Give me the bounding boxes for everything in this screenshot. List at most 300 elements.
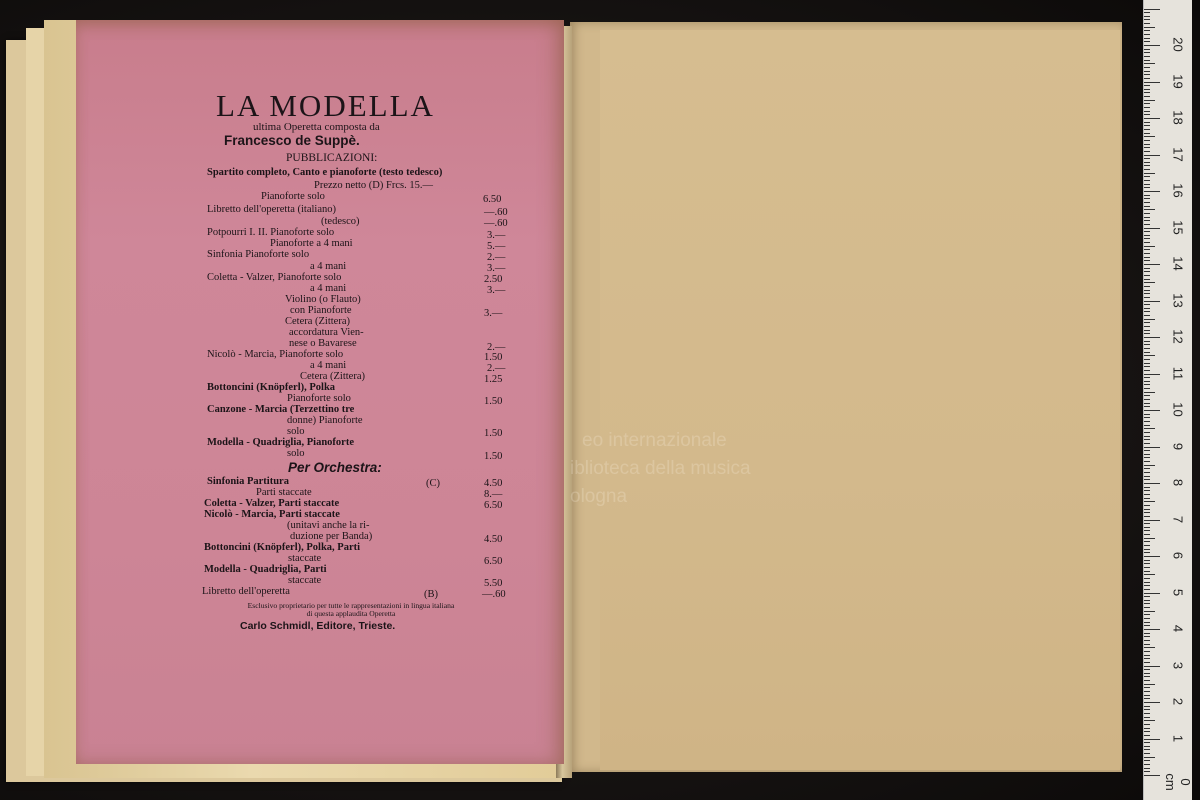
- ruler-tick: [1144, 384, 1150, 385]
- ruler-tick: [1144, 425, 1150, 426]
- listing-price: 5.—: [487, 241, 506, 252]
- ruler-tick: [1144, 476, 1150, 477]
- ruler-tick: [1144, 603, 1150, 604]
- listing-line: solo: [287, 426, 305, 437]
- ruler-tick: [1144, 439, 1150, 440]
- ruler-tick: [1144, 414, 1150, 415]
- orchestra-price: 6.50: [484, 556, 503, 567]
- ruler-tick: [1144, 355, 1155, 356]
- ruler-tick: [1144, 479, 1150, 480]
- ruler-tick: [1144, 403, 1150, 404]
- listing-line: Libretto dell'operetta (italiano): [207, 204, 337, 215]
- listing-price: 2.—: [487, 342, 506, 353]
- listing-line: nese o Bavarese: [289, 338, 357, 349]
- ruler-tick: [1144, 27, 1155, 28]
- ruler-tick: [1144, 655, 1150, 656]
- ruler-tick: [1144, 706, 1150, 707]
- listing-line: a 4 mani: [310, 283, 347, 294]
- listing-price: 3.—: [487, 263, 506, 274]
- ruler-tick: [1144, 717, 1150, 718]
- ruler-tick: [1144, 541, 1150, 542]
- right-endpaper-inner: [600, 30, 1120, 770]
- listing-line: accordatura Vien-: [289, 327, 364, 338]
- orchestra-line: Libretto dell'operetta: [202, 586, 290, 597]
- ruler-tick: [1144, 301, 1160, 302]
- orchestra-price: 6.50: [484, 500, 503, 511]
- ruler-label: 10: [1170, 402, 1186, 417]
- ruler-tick: [1144, 41, 1150, 42]
- listing-line: solo: [287, 448, 305, 459]
- ruler-tick: [1144, 155, 1160, 156]
- composer-name: Francesco de Suppè.: [224, 133, 360, 148]
- ruler-tick: [1144, 235, 1150, 236]
- ruler-tick: [1144, 410, 1160, 411]
- ruler-tick: [1144, 666, 1160, 667]
- ruler-tick: [1144, 596, 1150, 597]
- ruler-tick: [1144, 213, 1150, 214]
- ruler-tick: [1144, 67, 1150, 68]
- ruler-tick: [1144, 629, 1160, 630]
- ruler-tick: [1144, 19, 1150, 20]
- ruler-tick: [1144, 228, 1160, 229]
- ruler-tick: [1144, 428, 1155, 429]
- ruler-tick: [1144, 202, 1150, 203]
- ruler-tick: [1144, 191, 1160, 192]
- ruler-tick: [1144, 684, 1155, 685]
- ruler-tick: [1144, 574, 1155, 575]
- ruler-tick: [1144, 739, 1160, 740]
- orchestra-line: Bottoncini (Knöpferl), Polka, Parti: [204, 542, 361, 553]
- ruler-tick: [1144, 381, 1150, 382]
- ruler-tick: [1144, 107, 1150, 108]
- listing-price: 2.—: [487, 363, 506, 374]
- ruler-tick: [1144, 567, 1150, 568]
- ruler-tick: [1144, 392, 1155, 393]
- ruler-label: 4: [1170, 624, 1186, 633]
- ruler-tick: [1144, 436, 1150, 437]
- ruler-tick: [1144, 388, 1150, 389]
- ruler-tick: [1144, 640, 1150, 641]
- ruler-tick: [1144, 370, 1150, 371]
- ruler-tick: [1144, 122, 1150, 123]
- ruler-label: 2: [1170, 697, 1186, 706]
- ruler-tick: [1144, 330, 1150, 331]
- watermark-line: iblioteca della musica: [570, 458, 751, 479]
- listing-line: Modella - Quadriglia, Pianoforte: [207, 437, 354, 448]
- ruler-tick: [1144, 775, 1160, 776]
- ruler-tick: [1144, 129, 1150, 130]
- listing-line: Pianoforte solo: [261, 191, 325, 202]
- ruler-tick: [1144, 753, 1150, 754]
- ruler-tick: [1144, 644, 1150, 645]
- listing-line: Violino (o Flauto): [285, 294, 361, 305]
- listing-line: con Pianoforte: [290, 305, 352, 316]
- orchestra-line: staccate: [288, 575, 322, 586]
- ruler-tick: [1144, 498, 1150, 499]
- ruler-tick: [1144, 483, 1160, 484]
- listing-line: Prezzo netto (D) Frcs. 15.—: [314, 180, 433, 191]
- ruler-tick: [1144, 724, 1150, 725]
- ruler-tick: [1144, 676, 1150, 677]
- listing-price: 6.50: [483, 194, 502, 205]
- publisher-line: Carlo Schmidl, Editore, Trieste.: [240, 620, 396, 632]
- ruler-tick: [1144, 636, 1150, 637]
- ruler-tick: [1144, 165, 1150, 166]
- ruler-tick: [1144, 173, 1155, 174]
- ruler-tick: [1144, 60, 1150, 61]
- listing-price: —.60: [484, 218, 508, 229]
- ruler-tick: [1144, 377, 1150, 378]
- ruler-tick: [1144, 311, 1150, 312]
- ruler-tick: [1144, 74, 1150, 75]
- page-title: LA MODELLA: [216, 88, 435, 123]
- footnote-line: di questa applaudita Operetta: [306, 609, 396, 618]
- ruler-tick: [1144, 249, 1150, 250]
- ruler-tick: [1144, 125, 1150, 126]
- listing-price: 2.50: [484, 274, 503, 285]
- ruler-tick: [1144, 198, 1150, 199]
- ruler-tick: [1144, 23, 1150, 24]
- ruler-tick: [1144, 374, 1160, 375]
- ruler-tick: [1144, 89, 1150, 90]
- ruler-label: 16: [1170, 183, 1186, 198]
- listing-line: donne) Pianoforte: [287, 415, 363, 426]
- ruler-label: 14: [1170, 256, 1186, 271]
- orchestra-line: Modella - Quadriglia, Parti: [204, 564, 327, 575]
- ruler-tick: [1144, 114, 1150, 115]
- ruler-tick: [1144, 176, 1150, 177]
- ruler-tick: [1144, 563, 1150, 564]
- ruler-tick: [1144, 333, 1150, 334]
- ruler-tick: [1144, 348, 1150, 349]
- ruler-tick: [1144, 344, 1150, 345]
- ruler-tick: [1144, 457, 1150, 458]
- ruler-tick: [1144, 52, 1150, 53]
- ruler-tick: [1144, 582, 1150, 583]
- ruler-tick: [1144, 366, 1150, 367]
- ruler-tick: [1144, 38, 1150, 39]
- ruler-tick: [1144, 118, 1160, 119]
- ruler-tick: [1144, 209, 1155, 210]
- ruler-tick: [1144, 322, 1150, 323]
- ruler-tick: [1144, 151, 1150, 152]
- ruler-tick: [1144, 651, 1150, 652]
- ruler-tick: [1144, 447, 1160, 448]
- ruler-tick: [1144, 662, 1150, 663]
- orchestra-line: duzione per Banda): [290, 531, 373, 542]
- ruler-tick: [1144, 509, 1150, 510]
- ruler-tick: [1144, 337, 1160, 338]
- ruler-tick: [1144, 133, 1150, 134]
- ruler-tick: [1144, 9, 1160, 10]
- ruler-label: 13: [1170, 292, 1186, 308]
- ruler-tick: [1144, 680, 1150, 681]
- ruler-tick: [1144, 589, 1150, 590]
- ruler-tick: [1144, 512, 1150, 513]
- listing-price: 2.—: [487, 252, 506, 263]
- ruler-tick: [1144, 600, 1150, 601]
- orchestra-heading: Per Orchestra:: [288, 460, 382, 475]
- ruler-tick: [1144, 180, 1150, 181]
- orchestra-line: staccate: [288, 553, 322, 564]
- ruler-tick: [1144, 195, 1150, 196]
- listing-line: Sinfonia Pianoforte solo: [207, 249, 310, 260]
- listing-line: Potpourri I. II. Pianoforte solo: [207, 227, 335, 238]
- watermark-line: eo internazionale: [582, 430, 727, 451]
- ruler-tick: [1144, 487, 1150, 488]
- orchestra-price: 5.50: [484, 578, 503, 589]
- ruler-tick: [1144, 585, 1150, 586]
- ruler-tick: [1144, 530, 1150, 531]
- ruler-tick: [1144, 271, 1150, 272]
- ruler-tick: [1144, 490, 1150, 491]
- ruler-tick: [1144, 406, 1150, 407]
- ruler-tick: [1144, 45, 1160, 46]
- ruler-tick: [1144, 593, 1160, 594]
- listing-price: 3.—: [484, 308, 503, 319]
- ruler-tick: [1144, 326, 1150, 327]
- ruler-tick: [1144, 34, 1150, 35]
- ruler-tick: [1144, 184, 1150, 185]
- ruler-tick: [1144, 85, 1150, 86]
- ruler-tick: [1144, 549, 1150, 550]
- ruler-tick: [1144, 468, 1150, 469]
- listing-line: Cetera (Zittera): [300, 371, 365, 382]
- listing-price: 1.25: [484, 374, 503, 385]
- ruler-tick: [1144, 633, 1150, 634]
- ruler-label: 18: [1170, 110, 1186, 125]
- ruler-tick: [1144, 611, 1155, 612]
- ruler-tick: [1144, 735, 1150, 736]
- ruler-tick: [1144, 96, 1150, 97]
- ruler-tick: [1144, 315, 1150, 316]
- ruler-tick: [1144, 49, 1150, 50]
- ruler-label: 19: [1170, 73, 1186, 89]
- ruler-label: 1: [1170, 734, 1186, 742]
- ruler-tick: [1144, 658, 1150, 659]
- ruler-label: 12: [1170, 329, 1186, 344]
- ruler-tick: [1144, 625, 1150, 626]
- ruler-label: 9: [1170, 442, 1186, 450]
- ruler-tick: [1144, 578, 1150, 579]
- ruler-tick: [1144, 713, 1150, 714]
- ruler-tick: [1144, 527, 1150, 528]
- ruler-label: 3: [1170, 661, 1186, 669]
- orchestra-line: Coletta - Valzer, Parti staccate: [204, 498, 340, 509]
- ruler-tick: [1144, 136, 1155, 137]
- footnote-line: Esclusivo proprietario per tutte le rappresentazioni in lingua italiana: [247, 601, 455, 610]
- ruler-tick: [1144, 691, 1150, 692]
- listing-line: Spartito completo, Canto e pianoforte (testo tedesco): [207, 167, 443, 178]
- ruler-tick: [1144, 286, 1150, 287]
- ruler-label: 7: [1170, 515, 1186, 523]
- orchestra-line: Parti staccate: [256, 487, 312, 498]
- listing-line: a 4 mani: [310, 360, 347, 371]
- ruler-tick: [1144, 465, 1155, 466]
- ruler-tick: [1144, 545, 1150, 546]
- listing-price: 3.—: [487, 230, 506, 241]
- ruler-label: 17: [1170, 146, 1186, 162]
- ruler-tick: [1144, 709, 1150, 710]
- ruler-tick: [1144, 264, 1160, 265]
- ruler-tick: [1144, 297, 1150, 298]
- ruler-tick: [1144, 501, 1155, 502]
- orchestra-price: 8.—: [484, 489, 503, 500]
- orchestra-code: (C): [426, 478, 440, 489]
- listing-line: Bottoncini (Knöpferl), Polka: [207, 382, 336, 393]
- ruler-tick: [1144, 720, 1155, 721]
- ruler-label: 11: [1170, 366, 1186, 380]
- ruler-label: 0 cm: [1163, 773, 1193, 791]
- ruler-tick: [1144, 363, 1150, 364]
- ruler-tick: [1144, 728, 1150, 729]
- ruler-tick: [1144, 268, 1150, 269]
- listing-price: 1.50: [484, 428, 503, 439]
- ruler-tick: [1144, 461, 1150, 462]
- ruler-label: 6: [1170, 551, 1186, 560]
- ruler-tick: [1144, 319, 1155, 320]
- ruler-tick: [1144, 282, 1155, 283]
- listing-line: a 4 mani: [310, 261, 347, 272]
- ruler-tick: [1144, 399, 1150, 400]
- ruler-tick: [1144, 731, 1150, 732]
- ruler-tick: [1144, 82, 1160, 83]
- listing-line: Canzone - Marcia (Terzettino tre: [207, 404, 355, 415]
- ruler-tick: [1144, 111, 1150, 112]
- ruler-tick: [1144, 560, 1150, 561]
- ruler-tick: [1144, 308, 1150, 309]
- ruler-tick: [1144, 494, 1150, 495]
- orchestra-line: (unitavi anche la ri-: [287, 520, 370, 531]
- ruler-tick: [1144, 432, 1150, 433]
- ruler-tick: [1144, 552, 1150, 553]
- ruler-tick: [1144, 505, 1150, 506]
- ruler-tick: [1144, 290, 1150, 291]
- ruler-tick: [1144, 695, 1150, 696]
- ruler-tick: [1144, 395, 1150, 396]
- ruler-tick: [1144, 63, 1155, 64]
- ruler-tick: [1144, 472, 1150, 473]
- ruler-tick: [1144, 71, 1150, 72]
- orchestra-line: Nicolò - Marcia, Parti staccate: [204, 509, 340, 520]
- ruler-tick: [1144, 103, 1150, 104]
- orchestra-line: Sinfonia Partitura: [207, 476, 289, 487]
- ruler-tick: [1144, 618, 1150, 619]
- orchestra-price: 4.50: [484, 478, 503, 489]
- watermark-line: ologna: [570, 486, 628, 507]
- ruler-tick: [1144, 359, 1150, 360]
- measurement-ruler: [1143, 0, 1192, 800]
- ruler-tick: [1144, 523, 1150, 524]
- ruler-label: 5: [1170, 588, 1186, 596]
- ruler-tick: [1144, 450, 1150, 451]
- ruler-tick: [1144, 768, 1150, 769]
- ruler-tick: [1144, 169, 1150, 170]
- listing-line: Cetera (Zittera): [285, 316, 350, 327]
- ruler-tick: [1144, 742, 1150, 743]
- ruler-tick: [1144, 246, 1155, 247]
- orchestra-price: 4.50: [484, 534, 503, 545]
- ruler-tick: [1144, 534, 1150, 535]
- ruler-tick: [1144, 12, 1150, 13]
- ruler-label: 20: [1170, 37, 1186, 52]
- ruler-tick: [1144, 92, 1150, 93]
- ruler-tick: [1144, 443, 1150, 444]
- listing-price: 1.50: [484, 451, 503, 462]
- listing-line: Pianoforte a 4 mani: [270, 238, 353, 249]
- ruler-tick: [1144, 275, 1150, 276]
- ruler-tick: [1144, 187, 1150, 188]
- listing-line: Pianoforte solo: [287, 393, 351, 404]
- ruler-tick: [1144, 257, 1150, 258]
- ruler-tick: [1144, 352, 1150, 353]
- ruler-tick: [1144, 147, 1150, 148]
- ruler-tick: [1144, 516, 1150, 517]
- ruler-tick: [1144, 100, 1155, 101]
- ruler-tick: [1144, 238, 1150, 239]
- ruler-tick: [1144, 421, 1150, 422]
- ruler-tick: [1144, 647, 1155, 648]
- ruler-tick: [1144, 520, 1160, 521]
- ruler-tick: [1144, 749, 1150, 750]
- ruler-tick: [1144, 757, 1155, 758]
- ruler-tick: [1144, 538, 1155, 539]
- ruler-tick: [1144, 260, 1150, 261]
- ruler-tick: [1144, 556, 1160, 557]
- listing-line: Coletta - Valzer, Pianoforte solo: [207, 272, 342, 283]
- ruler-tick: [1144, 760, 1150, 761]
- ruler-tick: [1144, 78, 1150, 79]
- ruler-tick: [1144, 293, 1150, 294]
- ruler-tick: [1144, 206, 1150, 207]
- ruler-tick: [1144, 304, 1150, 305]
- ruler-tick: [1144, 220, 1150, 221]
- ruler-tick: [1144, 279, 1150, 280]
- ruler-tick: [1144, 673, 1150, 674]
- ruler-tick: [1144, 253, 1150, 254]
- listing-line: Nicolò - Marcia, Pianoforte solo: [207, 349, 344, 360]
- ruler-tick: [1144, 669, 1150, 670]
- subtitle: ultima Operetta composta da: [253, 121, 380, 133]
- ruler-tick: [1144, 16, 1150, 17]
- ruler-tick: [1144, 771, 1150, 772]
- ruler-tick: [1144, 242, 1150, 243]
- ruler-tick: [1144, 140, 1150, 141]
- ruler-tick: [1144, 341, 1150, 342]
- listing-price: 1.50: [484, 352, 503, 363]
- ruler-tick: [1144, 687, 1150, 688]
- ruler-tick: [1144, 30, 1150, 31]
- ruler-label: 15: [1170, 219, 1186, 235]
- orchestra-code: (B): [424, 589, 438, 600]
- ruler-tick: [1144, 607, 1150, 608]
- ruler-tick: [1144, 162, 1150, 163]
- orchestra-price: —.60: [482, 589, 506, 600]
- footnote: [200, 602, 502, 618]
- ruler-tick: [1144, 764, 1150, 765]
- ruler-tick: [1144, 224, 1150, 225]
- publications-heading: PUBBLICAZIONI:: [286, 152, 378, 164]
- ruler-tick: [1144, 217, 1150, 218]
- ruler-tick: [1144, 702, 1160, 703]
- ruler-tick: [1144, 622, 1150, 623]
- ruler-tick: [1144, 158, 1150, 159]
- ruler-tick: [1144, 746, 1150, 747]
- listing-price: 1.50: [484, 396, 503, 407]
- ruler-tick: [1144, 56, 1150, 57]
- ruler-tick: [1144, 144, 1150, 145]
- ruler-tick: [1144, 614, 1150, 615]
